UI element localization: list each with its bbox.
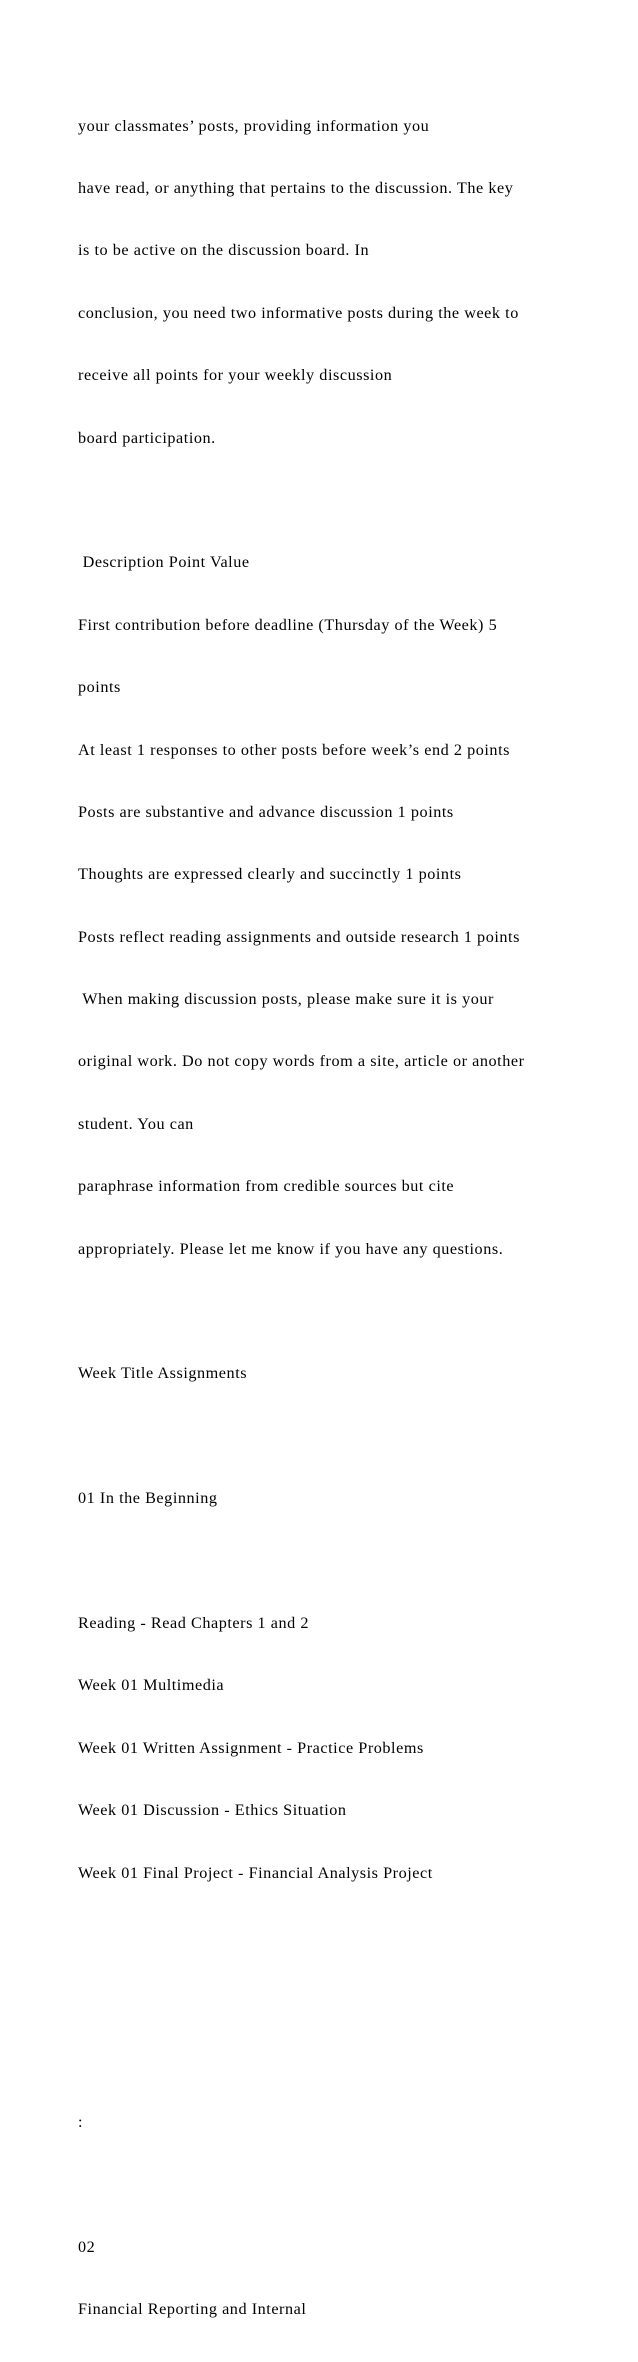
rubric-header: Description Point Value [78, 553, 250, 572]
text-line-3: is to be active on the discussion board. In [78, 241, 370, 260]
originality-note-line-2: original work. Do not copy words from a site, article or another [78, 1052, 525, 1071]
week-01-final-project: Week 01 Final Project - Financial Analysis Project [78, 1863, 433, 1882]
text-line-1: your classmates’ posts, providing information you [78, 116, 430, 135]
blank-line-20 [78, 1301, 598, 1322]
week-01-discussion: Week 01 Discussion - Ethics Situation [78, 1801, 347, 1820]
rubric-row-research: Posts reflect reading assignments and outside research 1 points [78, 927, 520, 946]
rubric-row-substantive: Posts are substantive and advance discussion 1 points [78, 802, 454, 821]
week-01-multimedia: Week 01 Multimedia [78, 1676, 225, 1695]
blank-line-22 [78, 1426, 598, 1447]
originality-note-line-3: student. You can [78, 1114, 194, 1133]
blank-line-24 [78, 1551, 598, 1572]
blank-line-30 [78, 1925, 598, 1946]
rubric-row-clarity: Thoughts are expressed clearly and succinctly 1 points [78, 865, 462, 884]
originality-note-line-1: When making discussion posts, please make sure it is your [78, 990, 494, 1009]
colon-marker: : [78, 2113, 84, 2132]
rubric-row-first-contribution-unit: points [78, 678, 121, 697]
week-01-reading: Reading - Read Chapters 1 and 2 [78, 1613, 310, 1632]
week-02-title: Financial Reporting and Internal [78, 2300, 307, 2319]
week-01-title: 01 In the Beginning [78, 1489, 218, 1508]
originality-note-line-5: appropriately. Please let me know if you have any questions. [78, 1239, 504, 1258]
blank-line-7 [78, 490, 598, 511]
document-body [78, 74, 598, 2362]
text-line-5: receive all points for your weekly discussion [78, 366, 393, 385]
schedule-header: Week Title Assignments [78, 1364, 248, 1383]
text-line-4: conclusion, you need two informative posts during the week to [78, 303, 519, 322]
originality-note-line-4: paraphrase information from credible sources but cite [78, 1177, 455, 1196]
blank-line-32 [78, 2050, 598, 2071]
week-02-number: 02 [78, 2237, 96, 2256]
text-line-6: board participation. [78, 428, 216, 447]
rubric-row-first-contribution: First contribution before deadline (Thursday of the Week) 5 [78, 615, 498, 634]
text-line-2: have read, or anything that pertains to the discussion. The key [78, 178, 514, 197]
blank-line-34 [78, 2174, 598, 2195]
week-01-written-assignment: Week 01 Written Assignment - Practice Problems [78, 1738, 424, 1757]
rubric-row-responses: At least 1 responses to other posts before week’s end 2 points [78, 740, 510, 759]
blank-line-31 [78, 1987, 598, 2008]
